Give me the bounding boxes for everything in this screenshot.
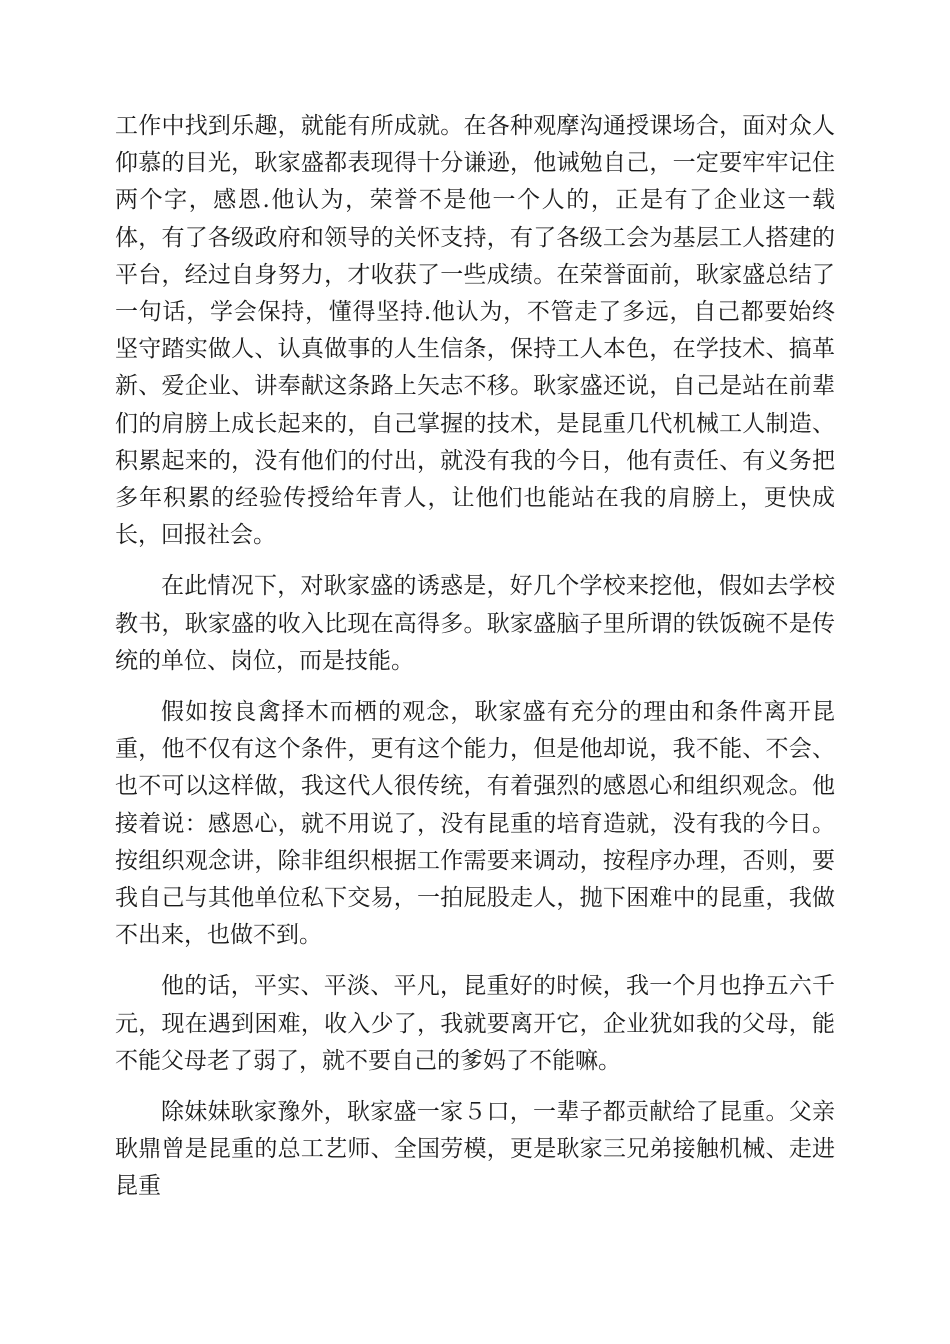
paragraph-2: 在此情况下，对耿家盛的诱惑是，好几个学校来挖他，假如去学校教书，耿家盛的收入比现在高得多。耿家盛脑子里所谓的铁饭碗不是传统的单位、岗位，而是技能。 — [115, 573, 835, 674]
paragraph-1: 工作中找到乐趣，就能有所成就。在各种观摩沟通授课场合，面对众人仰慕的目光，耿家盛都表现得十分谦逊，他诫勉自己，一定要牢牢记住两个字，感恩.他认为，荣誉不是他一个人的，正是有了企业这一载体，有了各级政府和领导的关怀支持，有了各级工会为基层工人搭建的平台，经过自身努力，才收获了一些成绩。在荣誉面前，耿家盛总结了一句话，学会保持，懂得坚持.他认为，不管走了多远，自己都要始终坚守踏实做人、认真做事的人生信条，保持工人本色，在学技术、搞革新、爱企业、讲奉献这条路上矢志不移。耿家盛还说，自己是站在前辈们的肩膀上成长起来的，自己掌握的技术，是昆重几代机械工人制造、积累起来的，没有他们的付出，就没有我的今日，他有责任、有义务把多年积累的经验传授给年青人，让他们也能站在我的肩膀上，更快成长，回报社会。 — [115, 113, 835, 549]
document-body — [115, 108, 835, 1220]
paragraph-3: 假如按良禽择木而栖的观念，耿家盛有充分的理由和条件离开昆重，他不仅有这个条件，更有这个能力，但是他却说，我不能、不会、也不可以这样做，我这代人很传统，有着强烈的感恩心和组织观念。他接着说：感恩心，就不用说了，没有昆重的培育造就，没有我的今日。按组织观念讲，除非组织根据工作需要来调动，按程序办理，否则，要我自己与其他单位私下交易，一拍屁股走人，抛下困难中的昆重，我做不出来，也做不到。 — [115, 699, 835, 949]
paragraph-4: 他的话，平实、平淡、平凡，昆重好的时候，我一个月也挣五六千元，现在遇到困难，收入少了，我就要离开它，企业犹如我的父母，能不能父母老了弱了，就不要自己的爹妈了不能嘛。 — [115, 973, 835, 1074]
paragraph-5: 除妹妹耿家豫外，耿家盛一家５口，一辈子都贡献给了昆重。父亲耿鼎曾是昆重的总工艺师、全国劳模，更是耿家三兄弟接触机械、走进昆重 — [115, 1099, 835, 1200]
